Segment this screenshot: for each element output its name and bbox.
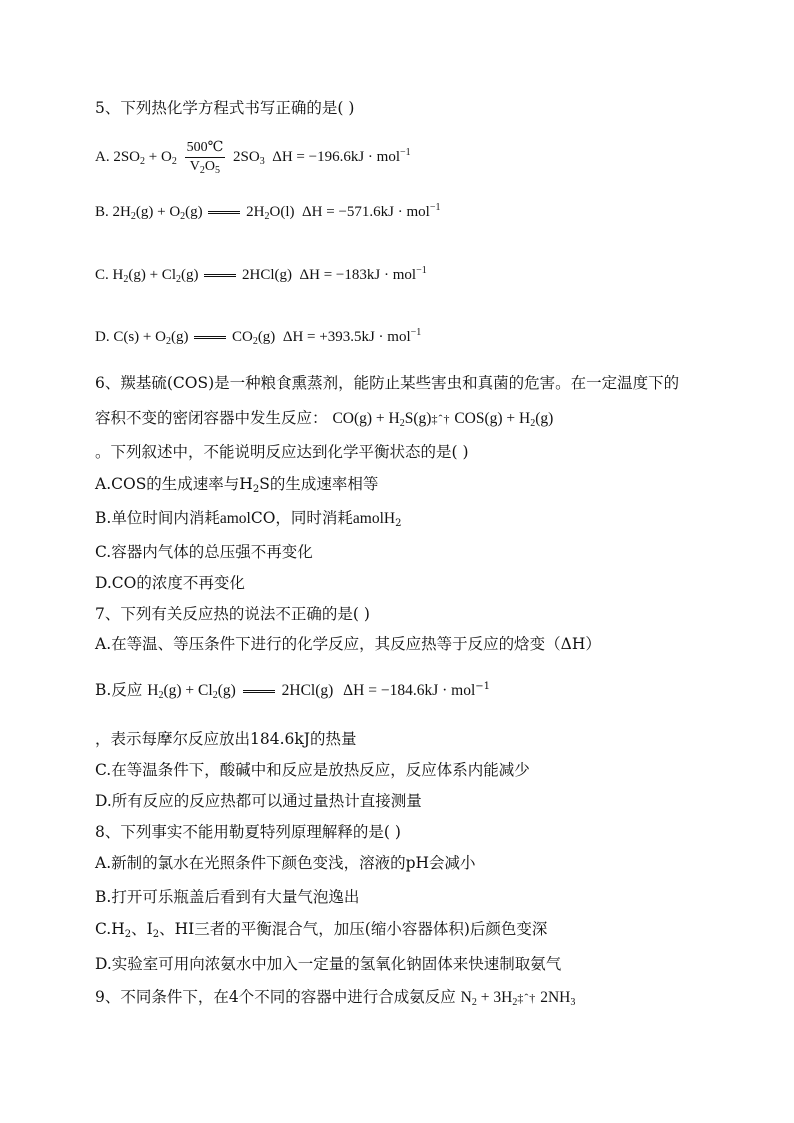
question-5-option-c[interactable]: C. $H_2(g) + Cl_2(g)$ 2HCl(g) ΔH = −183kJ · mol$^{-1}$ bbox=[95, 265, 427, 285]
reaction-condition: $\frac{500℃}{V_2O_5}$ bbox=[186, 140, 224, 176]
question-5-option-a[interactable]: A. $2SO_2 + O_2$ $\frac{500℃}{V_2O_5}$ $2SO_3$ ΔH = −196.6kJ · mol$^{-1}$ bbox=[95, 140, 411, 176]
question-7-option-a[interactable]: A.在等温、等压条件下进行的化学反应，其反应热等于反应的焓变（ΔH） bbox=[95, 635, 601, 653]
question-7-option-d[interactable]: D.所有反应的反应热都可以通过量热计直接测量 bbox=[95, 792, 422, 810]
question-6-stem-line3: 。下列叙述中，不能说明反应达到化学平衡状态的是( ) bbox=[95, 443, 469, 461]
question-6-option-d[interactable]: D.CO的浓度不再变化 bbox=[95, 574, 245, 592]
question-8-option-c[interactable]: $C.H_2$、$I_2$、HI三者的平衡混合气，加压(缩小容器体积)后颜色变深 bbox=[95, 920, 548, 940]
question-7-option-b[interactable]: B.反应 $H_2(g) + Cl_2(g)$ 2HCl(g) ΔH = −184.6kJ · mol$^{-1}$ bbox=[95, 681, 490, 701]
equals-arrow bbox=[243, 690, 275, 693]
question-6-option-c[interactable]: C.容器内气体的总压强不再变化 bbox=[95, 543, 313, 561]
equals-arrow bbox=[208, 211, 240, 214]
question-5-option-d[interactable]: D. $C(s) + O_2(g)$ $CO_2(g) \Delta H = +393.5kJ \cdot mol^{-1}$ bbox=[95, 327, 422, 347]
equilibrium-arrow-icon: ‡ˆ† bbox=[431, 412, 451, 426]
question-8-stem: 8、下列事实不能用勒夏特列原理解释的是( ) bbox=[95, 823, 401, 841]
question-7-stem: 7、下列有关反应热的说法不正确的是( ) bbox=[95, 605, 370, 623]
question-7-option-b-continuation: ，表示每摩尔反应放出184.6kJ的热量 bbox=[95, 730, 357, 748]
equals-arrow bbox=[194, 336, 226, 339]
equilibrium-arrow-icon: ‡ˆ† bbox=[517, 991, 537, 1005]
question-6-stem-line1: 6、羰基硫(COS)是一种粮食熏蒸剂，能防止某些害虫和真菌的危害。在一定温度下的 bbox=[95, 374, 680, 392]
question-9-stem: 9、不同条件下，在4个不同的容器中进行合成氨反应 $N_2$ + $3H_2\ddagger ˆ\dagger$ $2NH_3$ bbox=[95, 988, 576, 1008]
question-6-option-a[interactable]: A.COS的生成速率与$H_2S$的生成速率相等 bbox=[95, 475, 379, 495]
question-5-stem: 5、下列热化学方程式书写正确的是( ) bbox=[95, 99, 355, 117]
question-8-option-a[interactable]: A.新制的氯水在光照条件下颜色变浅，溶液的pH会减小 bbox=[95, 854, 476, 872]
question-7-option-c[interactable]: C.在等温条件下，酸碱中和反应是放热反应，反应体系内能减少 bbox=[95, 761, 530, 779]
question-8-option-b[interactable]: B.打开可乐瓶盖后看到有大量气泡逸出 bbox=[95, 888, 360, 906]
question-6-option-b[interactable]: B.单位时间内消耗amolCO，同时消耗amolH$_2$ bbox=[95, 509, 402, 529]
question-8-option-d[interactable]: D.实验室可用向浓氨水中加入一定量的氢氧化钠固体来快速制取氨气 bbox=[95, 955, 562, 973]
question-6-stem-line2: 容积不变的密闭容器中发生反应： $CO(g) + H_2S(g)\ddagger ˆ\dagger$ $COS(g) + H_2(g)$ bbox=[95, 409, 554, 429]
question-5-option-b[interactable]: B. $2H_2(g) + O_2(g)$ $2H_2O(l) \Delta H = -571.6kJ \cdot mol^{-1}$ bbox=[95, 202, 441, 222]
equals-arrow bbox=[204, 274, 236, 277]
